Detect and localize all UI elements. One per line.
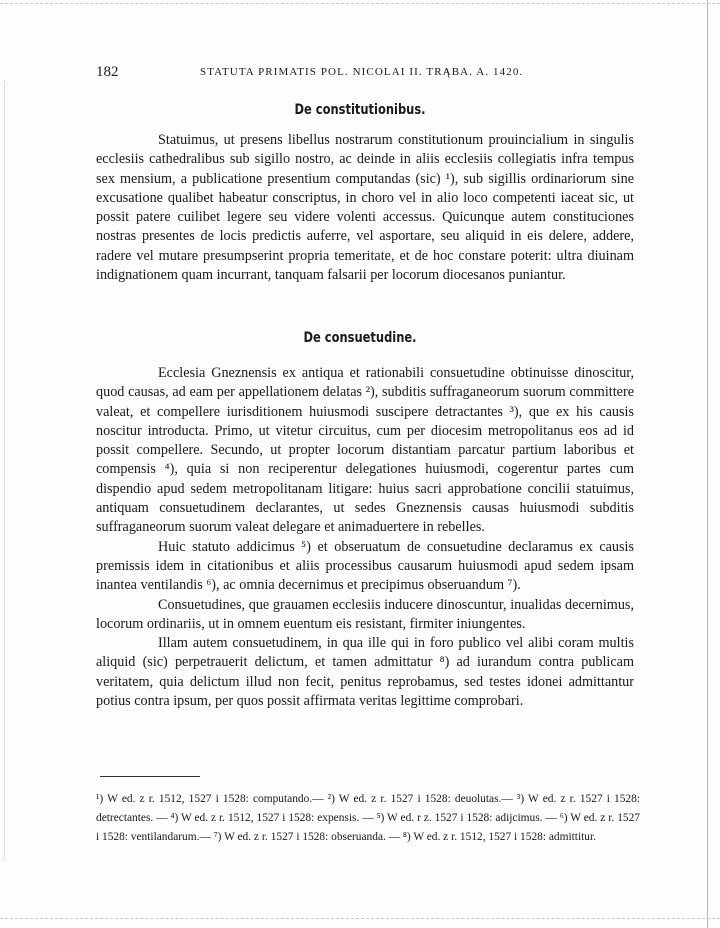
top-page-edge: [0, 3, 720, 4]
paragraph: Statuimus, ut presens libellus nostrarum constitutionum prouincialium in singulis ecclesiis cathedralibus sub sigillo nostro, ac deinde in aliis ecclesiis collegiatis infra tempus sex mensium, a publicatione presentium computandas (sic) ¹), sub sigillis ordinariorum sine excusatione qualibet habeatur conscriptus, in choro vel in alio loco competenti iaceat sic, ut possit patere cuilibet legere seu videre volenti accessus. Quicunque autem constituciones nostras presentes de locis predictis auferre, vel asportare, seu aliquid in eis delere, addere, radere vel mutare presumpserint propria temeritate, et de hoc constare poterit: ultra diuinam indignationem quam incurrant, tanquam falsarii per locorum diocesanos puniantur.: [96, 132, 634, 284]
left-page-edge: [4, 80, 5, 860]
footnotes: ¹) W ed. z r. 1512, 1527 i 1528: computando.— ²) W ed. z r. 1527 i 1528: deuolutas.— ³) W ed. z r. 1527 i 1528: detrectantes. — ⁴) W ed. z r. 1512, 1527 i 1528: expensis. — ⁵) W ed. r z. 1527 i 1528: adijcimus. — ⁶) W ed. z r. 1527 i 1528: ventilandarum.— ⁷) W ed. z r. 1527 i 1528: obseruanda. — ⁸) W ed. z r. 1512, 1527 i 1528: admittitur.: [96, 793, 640, 844]
paragraph: Illam autem consuetudinem, in qua ille qui in foro publico vel alibi coram multis aliquid (sic) perpetrauerit delictum, et tamen admittatur ⁸) ad iurandum contra publicam veritatem, quia delictum illud non fecit, penitus reprobamus, sed testes idonei admittantur potius contra ipsum, per quos possit affirmata veritas legittime comprobari.: [96, 635, 634, 710]
section-body-constitutionibus: [96, 131, 634, 285]
running-head: STATUTA PRIMATIS POL. NICOLAI II. TRĄBA. A. 1420.: [200, 66, 524, 78]
paragraph: Huic statuto addicimus ⁵) et obseruatum de consuetudine declaramus ex causis premissis idem in citationibus et aliis processibus causarum huiusmodi apud sedem ipsam inantea ventilandis ⁶), ac omnia decernimus et precipimus obseruandum ⁷).: [96, 538, 634, 594]
bottom-page-edge: [0, 918, 720, 919]
footnote-rule: [100, 776, 200, 777]
paragraph: Consuetudines, que grauamen ecclesiis inducere dinoscuntur, inualidas decernimus, locorum ordinariis, ut in omnem euentum eis resistant, firmiter iniungentes.: [96, 596, 634, 632]
section-heading-constitutionibus: De constitutionibus.: [294, 102, 426, 118]
paragraph: Ecclesia Gneznensis ex antiqua et rationabili consuetudine obtinuisse dinoscitur, quod causas, ad eam per appellationem delatas ²), subditis suffraganeorum suorum committere valeat, et compellere iurisditionem huiusmodi suscipere detractantes ³), que ex his causis noscitur introducta. Primo, ut vitetur circuitus, cum per diocesim metropolitanus eos ad id possit compellere. Secundo, ut propter locorum distantiam parcatur partium laboribus et compensis ⁴), quia si non reciperentur delegationes huiusmodi, cogerentur partes cum dispendio apud sedem metropolitanam litigare: huius sacri approbatione concilii statuimus, antiquam consuetudinem declarantes, ut sedes Gneznensis causas huiusmodi subditis suffraganeorum suorum valeat delegare et animaduertere in rebelles.: [96, 365, 634, 536]
section-heading-consuetudine: De consuetudine.: [303, 330, 417, 346]
section-body-consuetudine: [96, 364, 634, 711]
page-number: 182: [96, 64, 119, 80]
page-header: [96, 64, 634, 84]
right-page-edge: [707, 0, 708, 928]
